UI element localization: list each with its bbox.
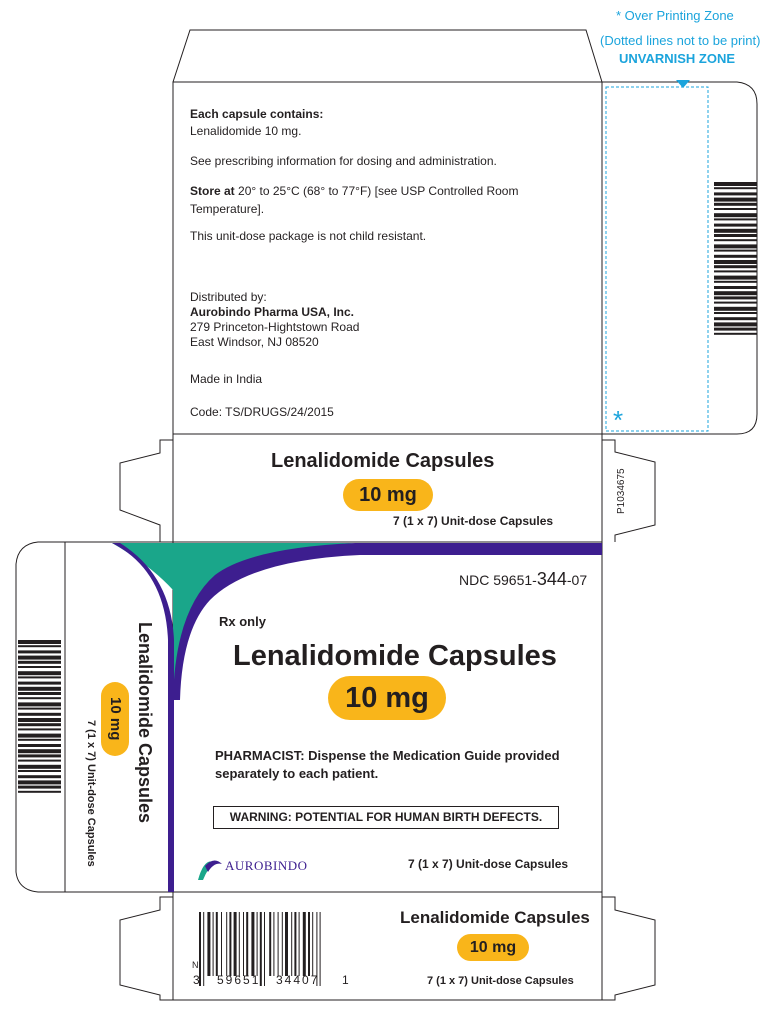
unvarnish-zone xyxy=(606,87,708,431)
upc-bar xyxy=(308,912,310,976)
top-flap-left-tab xyxy=(120,440,173,542)
rx-only-label: Rx only xyxy=(219,614,266,629)
barcode-bar xyxy=(714,296,757,299)
upc-bar xyxy=(303,912,306,976)
top-dust-flap xyxy=(173,30,602,82)
barcode-bar xyxy=(714,244,757,248)
top-flap-right-tab xyxy=(602,440,655,542)
upc-bar xyxy=(213,912,214,976)
side-glue-flap xyxy=(16,542,65,892)
ndc-number xyxy=(459,569,587,590)
upc-bar xyxy=(216,912,218,976)
barcode-bar xyxy=(714,198,757,202)
license-code: Code: TS/DRUGS/24/2015 xyxy=(190,405,334,419)
upc-bar xyxy=(299,912,300,976)
upc-bar xyxy=(273,912,274,976)
child-resistant-note: This unit-dose package is not child resistant. xyxy=(190,229,427,243)
contains-heading: Each capsule contains: xyxy=(190,107,324,121)
barcode-bar xyxy=(714,276,757,280)
top-flap-count: 7 (1 x 7) Unit-dose Capsules xyxy=(393,514,554,528)
aurobindo-wordmark: AUROBINDO xyxy=(225,858,308,873)
barcode-bar xyxy=(18,640,61,644)
barcode-bar xyxy=(714,182,757,186)
upc-bar xyxy=(229,912,231,976)
barcode-bar xyxy=(714,302,757,304)
barcode-bar xyxy=(18,765,61,769)
barcode-bar xyxy=(714,317,757,320)
ndc-package-code: -07 xyxy=(566,572,588,588)
barcode-bar xyxy=(714,255,757,258)
upc-bar xyxy=(278,912,279,976)
upc-bar xyxy=(251,912,254,976)
barcode-bar xyxy=(714,312,757,314)
distributor-address-2: East Windsor, NJ 08520 xyxy=(190,335,319,349)
upc-bar xyxy=(312,912,313,976)
barcode-bar xyxy=(18,760,61,762)
upc-bar xyxy=(243,912,244,976)
upc-bar xyxy=(285,912,288,976)
top-flap-strength-badge: 10 mg xyxy=(343,479,433,511)
prescribing-note: See prescribing information for dosing and administration. xyxy=(190,154,497,168)
aurobindo-logo-icon xyxy=(198,860,222,880)
pharmacist-line-1: PHARMACIST: Dispense the Medication Guide provided xyxy=(215,748,560,763)
barcode-bar xyxy=(714,328,757,331)
barcode-bar xyxy=(18,687,61,691)
barcode-bar xyxy=(714,322,757,326)
barcode-bar xyxy=(18,676,61,678)
barcode-bar xyxy=(18,754,61,757)
barcode-bar xyxy=(18,791,61,793)
product-code-vertical: P1034675 xyxy=(616,468,627,514)
distributed-by-label: Distributed by: xyxy=(190,290,267,304)
right-tuck-flap xyxy=(602,82,757,434)
top-flap-title: Lenalidomide Capsules xyxy=(271,450,495,472)
barcode-bar xyxy=(18,645,61,647)
upc-digits-right: 34407 xyxy=(276,973,320,987)
right-barcode-graphic xyxy=(714,182,757,335)
side-strength-badge: 10 mg xyxy=(101,682,129,756)
barcode-bar xyxy=(714,239,757,241)
birth-defects-warning: WARNING: POTENTIAL FOR HUMAN BIRTH DEFECTS. xyxy=(213,806,559,829)
upc-bar xyxy=(282,912,283,976)
barcode-bar xyxy=(18,656,61,660)
pharmacist-line-2: separately to each patient. xyxy=(215,766,379,781)
storage-line-1 xyxy=(190,184,518,198)
upc-digits-left: 59651 xyxy=(217,973,261,987)
bottom-flap-title: Lenalidomide Capsules xyxy=(400,908,590,927)
contains-value: Lenalidomide 10 mg. xyxy=(190,124,302,138)
barcode-bar xyxy=(18,666,61,668)
barcode-bar xyxy=(18,682,61,685)
overprint-asterisk: * xyxy=(613,405,624,435)
dotted-lines-note: (Dotted lines not to be print) xyxy=(600,33,761,48)
barcode-bar xyxy=(18,713,61,716)
upc-n-marker: N xyxy=(192,960,199,970)
upc-bar xyxy=(221,912,222,976)
barcode-bar xyxy=(714,218,757,220)
store-at-label: Store at xyxy=(190,184,235,198)
upc-bar xyxy=(320,912,321,986)
barcode-bar xyxy=(714,286,757,289)
storage-line-2: Temperature]. xyxy=(190,202,265,216)
barcode-bar xyxy=(714,333,757,335)
barcode-bar xyxy=(714,270,757,272)
front-strength-badge: 10 mg xyxy=(328,676,446,720)
barcode-bar xyxy=(18,739,61,741)
upc-bar xyxy=(294,912,296,976)
bottom-flap-strength-badge: 10 mg xyxy=(457,934,529,961)
barcode-bar xyxy=(18,702,61,706)
upc-bar xyxy=(203,912,204,986)
barcode-bar xyxy=(18,723,61,726)
barcode-bar xyxy=(18,744,61,747)
barcode-bar xyxy=(714,291,757,295)
barcode-bar xyxy=(18,749,61,753)
barcode-bar xyxy=(714,250,757,252)
made-in-label: Made in India xyxy=(190,372,263,386)
upc-bar xyxy=(239,912,240,976)
barcode-bar xyxy=(714,203,757,206)
upc-digit-last: 1 xyxy=(342,973,349,987)
distributor-name: Aurobindo Pharma USA, Inc. xyxy=(190,305,355,319)
upc-bar xyxy=(234,912,237,976)
barcode-bar xyxy=(18,708,61,710)
barcode-bar xyxy=(18,697,61,699)
barcode-bar xyxy=(18,775,61,778)
barcode-bar xyxy=(714,229,757,233)
left-barcode-graphic xyxy=(18,640,61,793)
store-range: 20° to 25°C (68° to 77°F) [see USP Controlled Room xyxy=(234,184,519,198)
barcode-bar xyxy=(18,786,61,789)
upc-bar xyxy=(291,912,292,976)
bottom-flap-left-tab xyxy=(120,897,173,1000)
upc-digit-first: 3 xyxy=(193,973,200,987)
barcode-bar xyxy=(714,234,757,237)
barcode-bar xyxy=(18,780,61,784)
barcode-bar xyxy=(714,192,757,195)
upc-bar xyxy=(226,912,227,976)
upc-bar xyxy=(264,912,265,986)
overprint-zone-note: * Over Printing Zone xyxy=(616,8,734,23)
barcode-bar xyxy=(18,728,61,730)
upc-bar xyxy=(257,912,258,976)
barcode-bar xyxy=(18,650,61,653)
barcode-bar xyxy=(18,671,61,675)
barcode-bar xyxy=(714,265,757,268)
upc-bar xyxy=(207,912,210,976)
barcode-bar xyxy=(714,260,757,264)
front-title: Lenalidomide Capsules xyxy=(233,640,557,672)
barcode-bar xyxy=(714,213,757,217)
barcode-bar xyxy=(18,692,61,695)
barcode-bar xyxy=(714,281,757,283)
barcode-bar xyxy=(714,187,757,189)
unvarnish-zone-label: UNVARNISH ZONE xyxy=(619,51,736,66)
barcode-bar xyxy=(714,307,757,311)
front-count: 7 (1 x 7) Unit-dose Capsules xyxy=(408,857,569,871)
barcode-bar xyxy=(714,224,757,227)
barcode-bar xyxy=(714,208,757,210)
ndc-prefix: NDC 59651- xyxy=(459,572,537,588)
barcode-bar xyxy=(18,734,61,738)
side-count: 7 (1 x 7) Unit-dose Capsules xyxy=(85,720,97,867)
ndc-product-code: 344 xyxy=(536,569,567,589)
upc-bar xyxy=(269,912,271,976)
side-title: Lenalidomide Capsules xyxy=(135,622,155,824)
upc-bar xyxy=(246,912,248,976)
barcode-bar xyxy=(18,770,61,772)
bottom-flap-count: 7 (1 x 7) Unit-dose Capsules xyxy=(427,975,574,987)
barcode-bar xyxy=(18,718,61,722)
barcode-bar xyxy=(18,661,61,664)
bottom-flap-right-tab xyxy=(602,897,655,1000)
distributor-address-1: 279 Princeton-Hightstown Road xyxy=(190,320,360,334)
